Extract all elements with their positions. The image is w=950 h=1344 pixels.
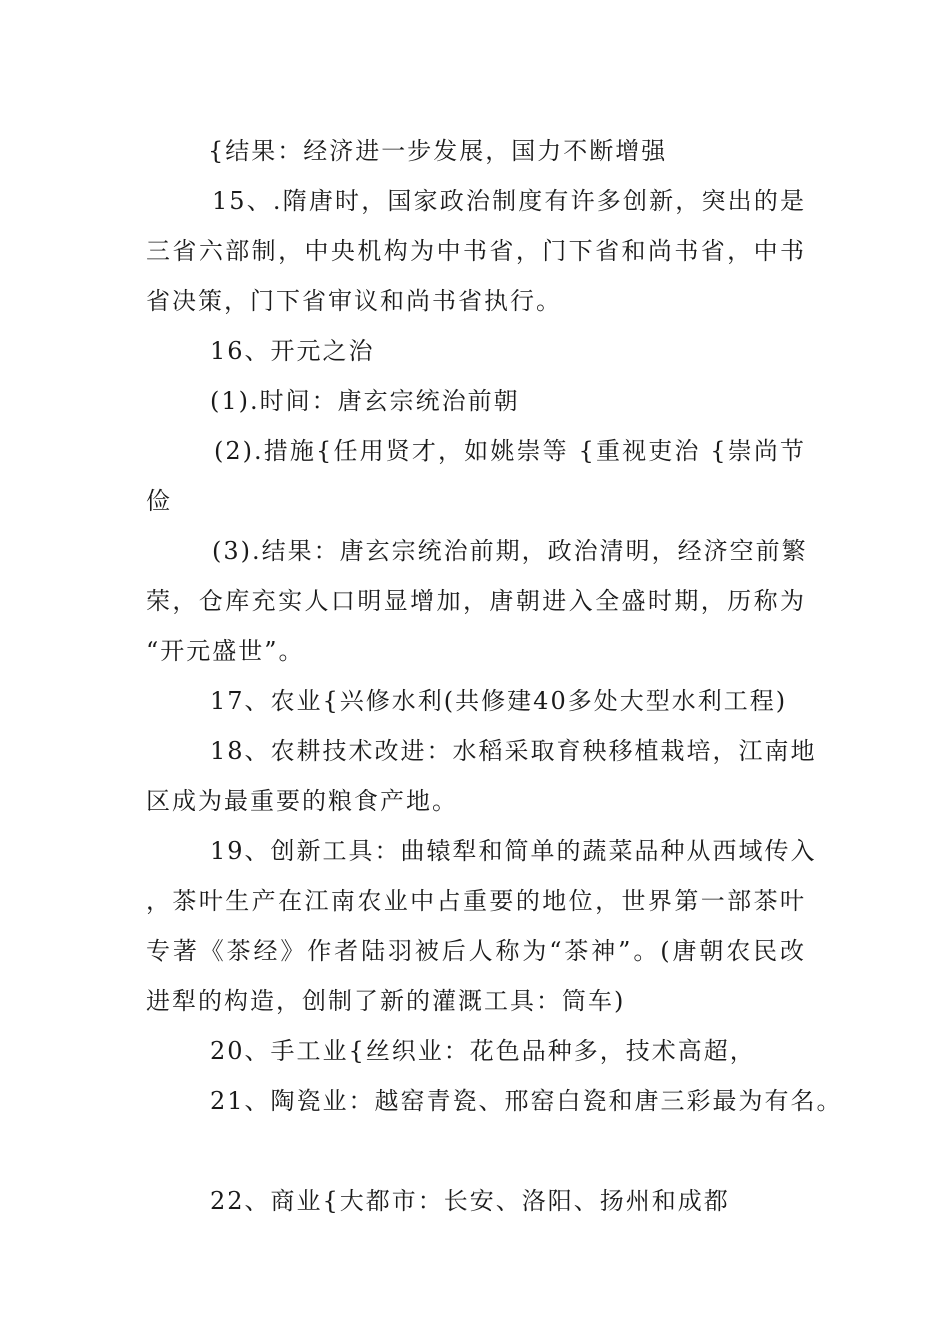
text-line-item-16-result: (3).结果：唐玄宗统治前期，政治清明，经济空前繁 <box>212 537 808 565</box>
text-line-item-18-cont: 区成为最重要的粮食产地。 <box>146 787 458 815</box>
text-line-item-15-cont-1: 三省六部制，中央机构为中书省，门下省和尚书省，中书 <box>146 237 806 265</box>
text-line-item-16-result-cont-1: 荣，仓库充实人口明显增加，唐朝进入全盛时期，历称为 <box>146 587 806 615</box>
text-line-item-19: 19、创新工具：曲辕犁和简单的蔬菜品种从西域传入 <box>210 837 817 865</box>
text-line-item-21: 21、陶瓷业：越窑青瓷、邢窑白瓷和唐三彩最为有名。 <box>210 1087 843 1115</box>
text-line-item-15-cont-2: 省决策，门下省审议和尚书省执行。 <box>146 287 562 315</box>
text-line-item-16-time: (1).时间：唐玄宗统治前朝 <box>210 387 520 415</box>
text-line-item-16: 16、开元之治 <box>210 337 375 365</box>
text-line-item-19-cont-1: ，茶叶生产在江南农业中占重要的地位，世界第一部茶叶 <box>146 887 806 915</box>
text-line-item-15: 15、.隋唐时，国家政治制度有许多创新，突出的是 <box>212 187 806 215</box>
text-line-item-16-measures-cont: 俭 <box>146 487 172 515</box>
text-line-item-22: 22、商业{大都市：长安、洛阳、扬州和成都 <box>210 1187 730 1215</box>
text-line-item-17: 17、农业{兴修水利(共修建40多处大型水利工程) <box>210 687 788 715</box>
text-line-item-19-cont-3: 进犁的构造，创制了新的灌溉工具：筒车) <box>146 987 626 1015</box>
text-line-item-16-measures: (2).措施{任用贤才，如姚崇等 {重视吏治 {崇尚节 <box>214 437 806 465</box>
text-line-result-economy: {结果：经济进一步发展，国力不断增强 <box>208 137 668 165</box>
text-line-item-19-cont-2: 专著《茶经》作者陆羽被后人称为“茶神”。(唐朝农民改 <box>146 937 806 965</box>
text-line-item-18: 18、农耕技术改进：水稻采取育秧移植栽培，江南地 <box>210 737 817 765</box>
text-line-item-16-result-cont-2: “开元盛世”。 <box>146 637 305 665</box>
text-line-item-20: 20、手工业{丝织业：花色品种多，技术高超， <box>210 1037 756 1065</box>
